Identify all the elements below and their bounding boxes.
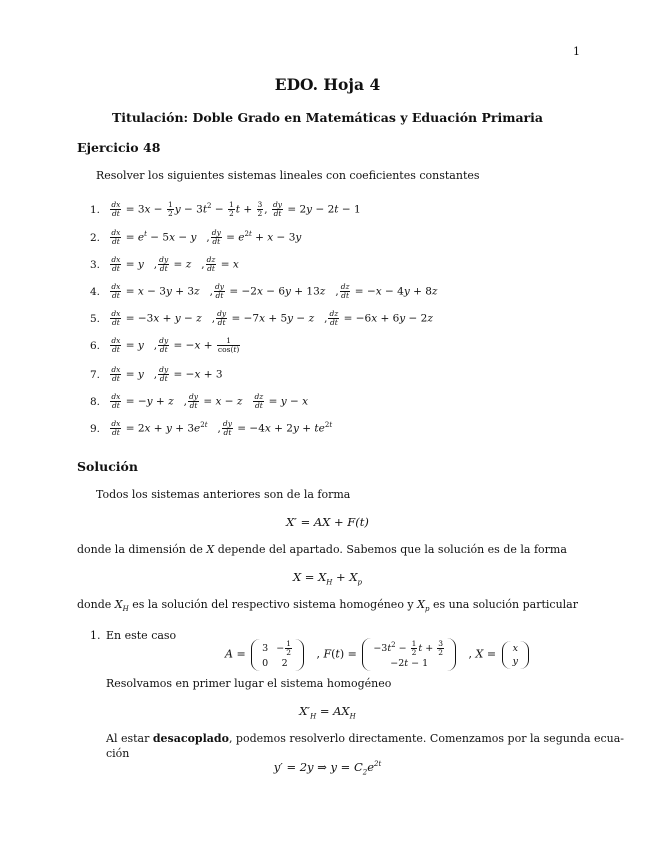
solution-text: donde $X_H$ es la solución del respectivo sistema homogéneo y $X_p$ es una solución particular — [77, 598, 578, 614]
list-item: 8. $\frac{dx}{dt}$ = −y + z , $\frac{dy}{dt}$ = x − z $\frac{dz}{dt}$ = y − x — [90, 392, 309, 410]
list-item: 7. $\frac{dx}{dt}$ = y , $\frac{dy}{dt}$ = −x + 3 — [90, 365, 223, 383]
item-number: 7. — [90, 368, 101, 381]
case-text: ción — [106, 747, 130, 760]
list-item: 4. $\frac{dx}{dt}$ = x − 3y + 3z , $\frac{dy}{dt}$ = −2x − 6y + 13z , $\frac{dz}{dt}$ = −x − 4y + 8z — [90, 282, 438, 300]
item-number: 5. — [90, 312, 101, 325]
equation-general: X′ = AX + F(t) — [286, 515, 369, 529]
item-number: 9. — [90, 422, 101, 435]
item-number: 8. — [90, 395, 101, 408]
page-subtitle: Titulación: Doble Grado en Matemáticas y Eduación Primaria — [112, 110, 543, 125]
equation-second: y′ = 2y ⇒ $y = C_2e^{2t}$ — [273, 760, 382, 777]
equation-homogeneous: $X'_H = AX_H$ — [299, 704, 356, 721]
list-item: 5. $\frac{dx}{dt}$ = −3x + y − z , $\frac{dy}{dt}$ = −7x + 5y − z , $\frac{dz}{dt}$ = −6x + 6y − 2z — [90, 309, 433, 327]
list-item: 1. $\frac{dx}{dt}$ = 3x − $\frac{1}{2}$ $y - 3t^2$ − $\frac{1}{2}$ t + $\frac{3}{2}$ , $\frac{dy}{dt}$ = 2y − 2t − 1 — [90, 200, 361, 218]
list-item: 2. $\frac{dx}{dt}$ = $e^t - 5x - y$ , $\frac{dy}{dt}$ = $e^{2t} + x - 3y$ — [90, 228, 302, 246]
item-number: 1. — [90, 203, 101, 216]
item-number: 6. — [90, 339, 101, 352]
list-item: 9. $\frac{dx}{dt}$ = $2x + y + 3e^{2t}$ , $\frac{dy}{dt}$ = $-4x + 2y + te^{2t}$ — [90, 419, 333, 437]
item-number: 3. — [90, 258, 101, 271]
exercise-intro: Resolver los siguientes sistemas lineales con coeficientes constantes — [96, 169, 480, 182]
list-item: 6. $\frac{dx}{dt}$ = y , $\frac{dy}{dt}$ = −x + $\frac{1}{\cos(t)}$ — [90, 336, 240, 354]
case-text: Al estar desacoplado, podemos resolverlo directamente. Comenzamos por la segunda ecua- — [106, 732, 625, 745]
page-title: EDO. Hoja 4 — [274, 75, 381, 94]
solution-text: Todos los sistemas anteriores son de la forma — [96, 488, 351, 501]
case-text: Resolvamos en primer lugar el sistema homogéneo — [106, 677, 392, 690]
list-item: 3. $\frac{dx}{dt}$ = y , $\frac{dy}{dt}$ = z , $\frac{dz}{dt}$ = x — [90, 255, 239, 273]
solution-text: donde la dimensión de X depende del apartado. Sabemos que la solución es de la forma — [77, 543, 567, 556]
case-text: En este caso — [106, 629, 177, 642]
solution-heading: Solución — [77, 459, 138, 474]
page-number: 1 — [573, 45, 580, 58]
equation-decomposition: $X = X_H + X_p$ — [292, 570, 363, 587]
case-matrices: A = 3 − $\frac{1}{2}$ 0 2 , F(t) = $-3t^2$ − $\frac{1}{2}$ t + $\frac{3}{2}$ −2t − 1 , X = x y — [225, 638, 531, 671]
item-number: 4. — [90, 285, 101, 298]
exercise-heading: Ejercicio 48 — [77, 140, 161, 155]
case-number: 1. — [90, 629, 101, 642]
item-number: 2. — [90, 231, 101, 244]
